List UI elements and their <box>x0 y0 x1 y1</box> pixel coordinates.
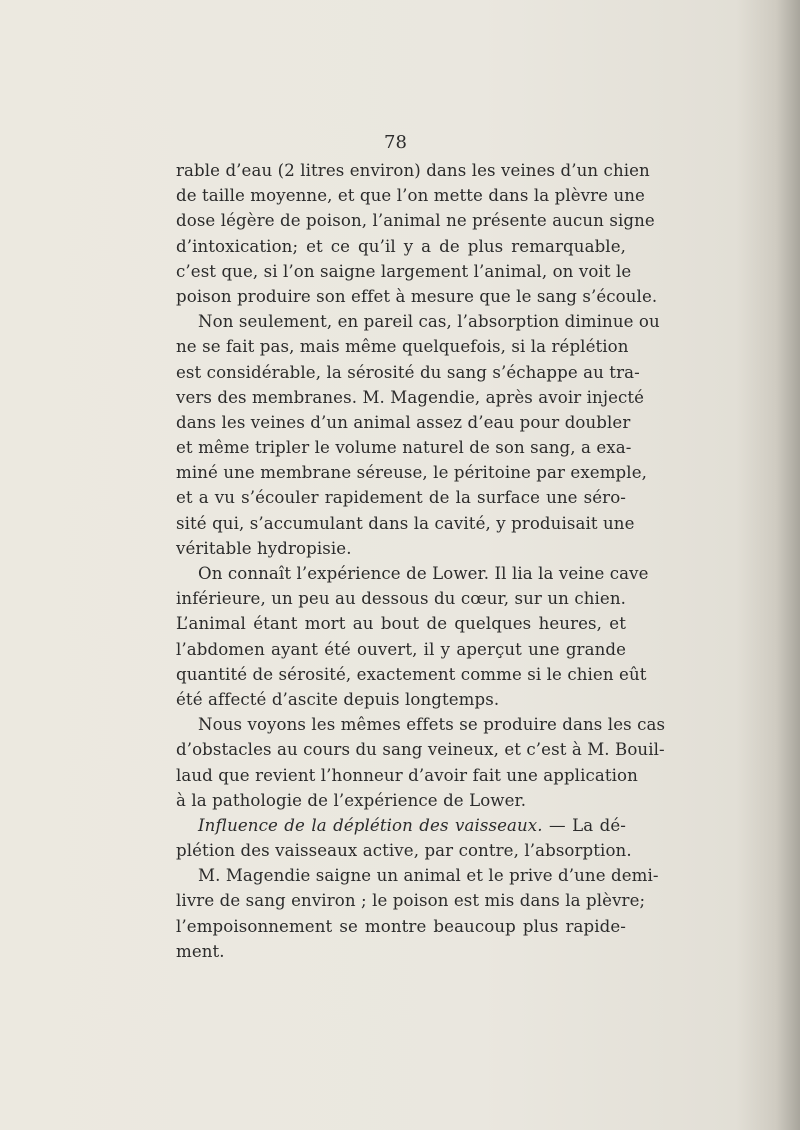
text-line: ne se fait pas, mais même quelquefois, si la réplétion <box>176 337 629 357</box>
text-line: et a vu s’écouler rapidement de la surface une séro- <box>176 488 626 508</box>
text-line: d’intoxication; et ce qu’il y a de plus remarquable, <box>176 236 626 256</box>
text-line: véritable hydropisie. <box>176 538 352 558</box>
text-line: ment. <box>176 941 225 961</box>
text-line: et même tripler le volume naturel de son sang, a exa- <box>176 438 632 458</box>
text-line: été affecté d’ascite depuis longtemps. <box>176 689 500 709</box>
text-line: vers des membranes. M. Magendie, après avoir injecté <box>176 387 645 407</box>
body-text <box>176 158 666 964</box>
text-line: sité qui, s’accumulant dans la cavité, y produisait une <box>176 513 635 533</box>
section-heading: Influence de la déplétion des vaisseaux. <box>198 815 543 835</box>
text-line: plétion des vaisseaux active, par contre, l’absorption. <box>176 841 632 861</box>
text-line: d’obstacles au cours du sang veineux, et c’est à M. Bouil- <box>176 740 665 760</box>
text-line: L’animal étant mort au bout de quelques heures, et <box>176 614 626 634</box>
text-line: miné une membrane séreuse, le péritoine par exemple, <box>176 463 647 483</box>
section-heading-line <box>176 813 626 838</box>
text-fragment: — La dé- <box>549 815 626 835</box>
text-line: quantité de sérosité, exactement comme si le chien eût <box>176 664 647 684</box>
text-line: l’empoisonnement se montre beaucoup plus rapide- <box>176 916 626 936</box>
page-number: 78 <box>384 132 407 153</box>
text-line: Nous voyons les mêmes effets se produire dans les cas <box>198 715 666 735</box>
text-line: l’abdomen ayant été ouvert, il y aperçut une grande <box>176 639 626 659</box>
text-line: rable d’eau (2 litres environ) dans les veines d’un chien <box>176 161 650 180</box>
text-line: On connaît l’expérience de Lower. Il lia la veine cave <box>198 564 649 583</box>
text-line: Non seulement, en pareil cas, l’absorption diminue ou <box>198 312 660 332</box>
text-line: inférieure, un peu au dessous du cœur, sur un chien. <box>176 589 626 609</box>
text-line: c’est que, si l’on saigne largement l’animal, on voit le <box>176 261 632 281</box>
text-line: à la pathologie de l’expérience de Lower. <box>176 790 527 810</box>
text-line: livre de sang environ ; le poison est mis dans la plèvre; <box>176 891 646 911</box>
text-line: de taille moyenne, et que l’on mette dans la plèvre une <box>176 186 645 206</box>
text-line: laud que revient l’honneur d’avoir fait une application <box>176 765 638 785</box>
text-line: M. Magendie saigne un animal et le prive d’une demi- <box>198 866 659 886</box>
text-line: dans les veines d’un animal assez d’eau pour doubler <box>176 412 631 432</box>
text-line: dose légère de poison, l’animal ne présente aucun signe <box>176 211 655 231</box>
text-line: poison produire son effet à mesure que le sang s’écoule. <box>176 286 658 306</box>
text-line: est considérable, la sérosité du sang s’échappe au tra- <box>176 362 640 382</box>
